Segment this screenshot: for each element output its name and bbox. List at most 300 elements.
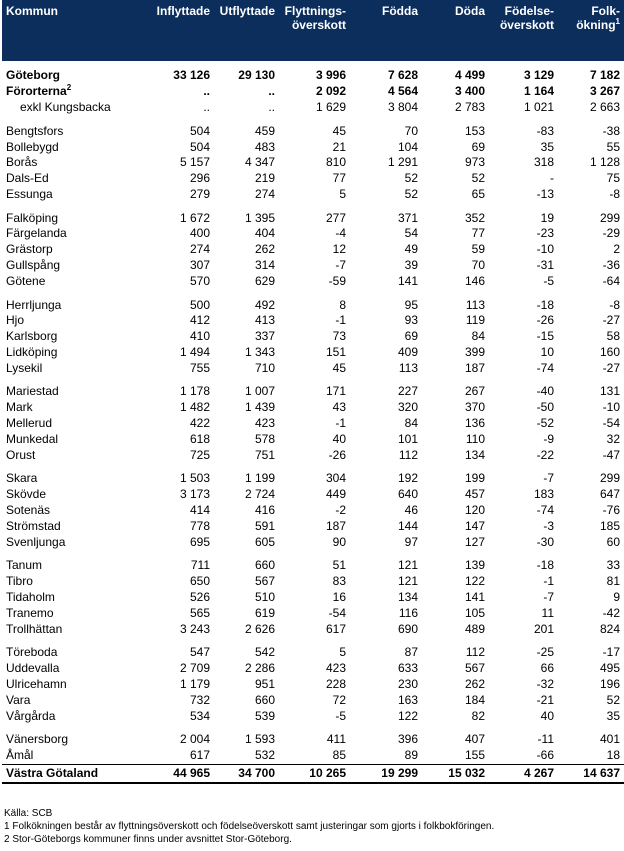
cell-folkokning: 2	[613, 242, 620, 257]
cell-folkokning: 81	[606, 574, 620, 589]
cell-utflyttade: 539	[254, 708, 275, 723]
kommun-name	[2, 68, 144, 84]
spacer-cell	[2, 203, 624, 211]
cell-flyttningsoverskott: -1	[335, 313, 346, 328]
table-row	[2, 503, 624, 519]
cell-inflyttade: 412	[189, 313, 210, 328]
cell-fodda: 19 299	[350, 764, 422, 783]
cell-folkokning: 196	[599, 677, 620, 692]
kommun-name-text: Skövde	[6, 487, 47, 502]
kommun-name-text: Mellerud	[6, 416, 53, 431]
cell-folkokning: -47	[602, 448, 620, 463]
cell-fodda: 84	[404, 416, 418, 431]
cell-flyttningsoverskott: 171	[325, 384, 346, 399]
cell-utflyttade: 262	[254, 242, 275, 257]
cell-fodda: 371	[397, 210, 418, 225]
cell-doda: 59	[471, 242, 485, 257]
cell-fodelseoverskott: -15	[536, 329, 554, 344]
cell-utflyttade: 34 700	[214, 764, 279, 783]
cell-doda: 2 783	[454, 100, 485, 115]
cell-utflyttade: 619	[254, 606, 275, 621]
table-row	[2, 622, 624, 638]
cell-doda: 70	[471, 258, 485, 273]
kommun-name-text: Färgelanda	[6, 226, 67, 241]
kommun-name-text: Essunga	[6, 187, 53, 202]
cell-utflyttade: ..	[268, 84, 275, 99]
table-row	[2, 748, 624, 764]
cell-flyttningsoverskott: 21	[332, 139, 346, 154]
cell-folkokning: -8	[609, 187, 620, 202]
kommun-name	[2, 519, 144, 535]
cell-inflyttade: 422	[189, 416, 210, 431]
cell-utflyttade: 459	[254, 123, 275, 138]
table-row	[2, 558, 624, 574]
cell-inflyttade: 526	[189, 590, 210, 605]
kommun-name	[2, 100, 144, 116]
cell-doda: 84	[471, 329, 485, 344]
table-row	[2, 448, 624, 464]
kommun-name	[2, 693, 144, 709]
cell-utflyttade: 4 347	[244, 155, 275, 170]
cell-doda: 136	[464, 416, 485, 431]
cell-flyttningsoverskott: 5	[339, 645, 346, 660]
spacer-row	[2, 290, 624, 298]
spacer-row	[2, 116, 624, 124]
kommun-name	[2, 416, 144, 432]
cell-doda: 120	[464, 503, 485, 518]
cell-fodda: 101	[397, 432, 418, 447]
header-inflyttade: Inflyttade	[156, 4, 210, 18]
table-row	[2, 313, 624, 329]
cell-flyttningsoverskott: -26	[328, 448, 346, 463]
table-row	[2, 210, 624, 226]
cell-folkokning: 3 267	[589, 84, 620, 99]
cell-folkokning: -27	[602, 313, 620, 328]
cell-doda: 110	[465, 432, 485, 447]
cell-fodelseoverskott: 4 267	[489, 764, 558, 783]
cell-fodda: 69	[404, 329, 418, 344]
kommun-name	[2, 242, 144, 258]
cell-doda: 69	[471, 139, 485, 154]
cell-flyttningsoverskott: 90	[332, 534, 346, 549]
cell-doda: 370	[464, 400, 485, 415]
table-row	[2, 677, 624, 693]
kommun-name	[2, 558, 144, 574]
cell-utflyttade: 219	[254, 171, 275, 186]
kommun-name	[2, 155, 144, 171]
cell-inflyttade: ..	[203, 100, 210, 115]
cell-doda: 4 499	[454, 68, 485, 83]
cell-utflyttade: 1 199	[244, 471, 275, 486]
kommun-name-text: Vara	[6, 693, 31, 707]
cell-fodelseoverskott: -31	[536, 258, 554, 273]
cell-fodda: 192	[397, 471, 418, 486]
kommun-name-text: Vårgårda	[6, 708, 56, 723]
cell-fodda: 54	[404, 226, 418, 241]
cell-doda: 134	[464, 448, 485, 463]
cell-folkokning: -36	[602, 258, 620, 273]
cell-inflyttade: 414	[189, 503, 210, 518]
cell-folkokning: -64	[602, 274, 620, 289]
cell-fodelseoverskott: -13	[536, 187, 554, 202]
cell-fodda: 633	[397, 661, 418, 676]
spacer-row	[2, 463, 624, 471]
cell-fodelseoverskott: 10	[540, 345, 554, 360]
cell-inflyttade: 1 178	[179, 384, 210, 399]
kommun-name-text: Lysekil	[6, 361, 43, 376]
cell-fodda: 121	[397, 574, 418, 589]
cell-utflyttade: 337	[254, 329, 275, 344]
cell-inflyttade: 44 965	[144, 764, 214, 783]
cell-folkokning: 299	[599, 471, 620, 486]
cell-fodda: 113	[398, 361, 418, 376]
cell-flyttningsoverskott: 51	[332, 558, 346, 573]
kommun-name	[2, 622, 144, 638]
cell-flyttningsoverskott: 3 996	[315, 68, 346, 83]
cell-folkokning: -76	[602, 503, 620, 518]
table-row	[2, 297, 624, 313]
kommun-name	[2, 535, 144, 551]
cell-flyttningsoverskott: 228	[325, 677, 346, 692]
kommun-name-text: Uddevalla	[6, 661, 60, 676]
cell-doda: 122	[464, 574, 485, 589]
kommun-name	[2, 487, 144, 503]
cell-utflyttade: 1 439	[244, 400, 275, 415]
spacer-row	[2, 203, 624, 211]
kommun-name-text: Falköping	[6, 210, 59, 225]
cell-inflyttade: 778	[189, 519, 210, 534]
cell-fodelseoverskott: -66	[536, 748, 554, 763]
cell-utflyttade: 605	[254, 534, 275, 549]
cell-folkokning: 75	[606, 171, 620, 186]
cell-utflyttade: 1 395	[244, 210, 275, 225]
total-row	[2, 764, 624, 783]
table-row	[2, 645, 624, 661]
table-row	[2, 139, 624, 155]
table-header-row	[2, 0, 624, 61]
cell-flyttningsoverskott: 10 265	[279, 764, 350, 783]
cell-fodelseoverskott: 318	[533, 155, 554, 170]
cell-flyttningsoverskott: 151	[325, 345, 346, 360]
cell-fodda: 7 628	[387, 68, 418, 83]
cell-flyttningsoverskott: 810	[325, 155, 346, 170]
kommun-name-text: exkl Kungsbacka	[20, 100, 111, 115]
cell-doda: 187	[464, 361, 485, 376]
cell-utflyttade: 416	[254, 503, 275, 518]
cell-flyttningsoverskott: -54	[328, 606, 346, 621]
cell-utflyttade: 951	[254, 677, 275, 692]
kommun-name	[2, 748, 144, 764]
table-row	[2, 732, 624, 748]
kommun-name-text: Mariestad	[6, 384, 59, 399]
cell-fodelseoverskott: 3 129	[523, 68, 554, 83]
cell-inflyttade: 33 126	[173, 68, 210, 83]
cell-inflyttade: 504	[189, 123, 210, 138]
spacer-row	[2, 377, 624, 385]
cell-doda: 407	[464, 732, 485, 747]
cell-folkokning: 33	[606, 558, 620, 573]
header-kommun: Kommun	[6, 4, 58, 18]
cell-fodelseoverskott: -26	[536, 313, 554, 328]
table-footer	[4, 807, 494, 846]
cell-doda: 457	[464, 487, 485, 502]
cell-fodelseoverskott: 40	[540, 708, 554, 723]
cell-folkokning: -38	[602, 123, 620, 138]
cell-folkokning: 2 663	[589, 100, 620, 115]
cell-fodelseoverskott: 183	[533, 487, 554, 502]
cell-fodelseoverskott: -30	[536, 534, 554, 549]
cell-fodelseoverskott: 35	[540, 139, 554, 154]
cell-doda: 146	[464, 274, 485, 289]
cell-folkokning: 131	[599, 384, 620, 399]
cell-doda: 139	[464, 558, 485, 573]
cell-fodelseoverskott: 1 021	[523, 100, 554, 115]
cell-doda: 567	[464, 661, 485, 676]
kommun-name	[2, 329, 144, 345]
cell-fodelseoverskott: -7	[543, 590, 554, 605]
kommun-name	[2, 764, 144, 783]
cell-fodelseoverskott: 201	[533, 621, 554, 636]
population-change-table	[2, 0, 624, 784]
cell-folkokning: -54	[602, 416, 620, 431]
cell-doda: 147	[464, 519, 485, 534]
cell-fodelseoverskott: -	[550, 171, 554, 186]
kommun-name	[2, 123, 144, 139]
cell-inflyttade: 650	[189, 574, 210, 589]
footnote-marker: 2	[66, 83, 72, 93]
kommun-name-text: Skara	[6, 471, 38, 486]
cell-inflyttade: 695	[189, 534, 210, 549]
cell-utflyttade: 660	[254, 693, 275, 707]
cell-doda: 82	[471, 708, 485, 723]
cell-folkokning: -27	[602, 361, 620, 376]
cell-flyttningsoverskott: 449	[325, 487, 346, 502]
kommun-name-text: Göteborg	[6, 68, 60, 83]
cell-doda: 113	[465, 297, 485, 312]
cell-utflyttade: 274	[254, 187, 275, 202]
cell-doda: 184	[464, 693, 485, 707]
cell-fodelseoverskott: -52	[536, 416, 554, 431]
cell-inflyttade: 5 157	[179, 155, 210, 170]
kommun-name	[2, 84, 144, 100]
cell-utflyttade: 2 626	[244, 621, 275, 636]
cell-flyttningsoverskott: 72	[332, 693, 346, 707]
header-folkokning: Folk- ökning$^1$	[576, 4, 620, 32]
cell-fodelseoverskott: -23	[536, 226, 554, 241]
cell-doda: 119	[465, 313, 485, 328]
cell-folkokning: 1 128	[589, 155, 620, 170]
spacer-cell	[2, 61, 624, 68]
cell-fodelseoverskott: -1	[543, 574, 554, 589]
cell-flyttningsoverskott: 43	[332, 400, 346, 415]
cell-doda: 15 032	[422, 764, 489, 783]
cell-folkokning: 60	[606, 534, 620, 549]
cell-fodda: 144	[397, 519, 418, 534]
cell-folkokning: 14 637	[558, 764, 624, 783]
spacer-cell	[2, 550, 624, 558]
kommun-name-text: Hjo	[6, 313, 25, 328]
cell-flyttningsoverskott: 83	[332, 574, 346, 589]
kommun-name	[2, 471, 144, 487]
cell-fodda: 39	[404, 258, 418, 273]
cell-utflyttade: ..	[268, 100, 275, 115]
cell-doda: 352	[464, 210, 485, 225]
cell-inflyttade: ..	[203, 84, 210, 99]
cell-utflyttade: 591	[254, 519, 275, 534]
cell-fodelseoverskott: -11	[537, 732, 554, 747]
cell-inflyttade: 711	[190, 558, 210, 573]
cell-flyttningsoverskott: 5	[339, 187, 346, 202]
cell-folkokning: 299	[599, 210, 620, 225]
cell-utflyttade: 542	[254, 645, 275, 660]
cell-inflyttade: 547	[189, 645, 210, 660]
cell-fodelseoverskott: -3	[543, 519, 554, 534]
cell-utflyttade: 660	[254, 558, 275, 573]
cell-folkokning: 58	[606, 329, 620, 344]
cell-fodelseoverskott: -32	[536, 677, 554, 692]
cell-inflyttade: 279	[189, 187, 210, 202]
cell-fodelseoverskott: -5	[543, 274, 554, 289]
cell-folkokning: -29	[602, 226, 620, 241]
cell-fodelseoverskott: -9	[543, 432, 554, 447]
cell-fodda: 46	[404, 503, 418, 518]
table-row	[2, 487, 624, 503]
table-row	[2, 361, 624, 377]
cell-fodda: 134	[397, 590, 418, 605]
cell-fodda: 3 804	[387, 100, 418, 115]
cell-doda: 399	[464, 345, 485, 360]
cell-fodda: 52	[404, 171, 418, 186]
kommun-name	[2, 171, 144, 187]
cell-fodda: 163	[397, 693, 418, 707]
spacer-row	[2, 550, 624, 558]
cell-flyttningsoverskott: 40	[332, 432, 346, 447]
cell-fodda: 52	[404, 187, 418, 202]
table-row	[2, 535, 624, 551]
cell-fodda: 396	[397, 732, 418, 747]
cell-flyttningsoverskott: 45	[332, 123, 346, 138]
cell-utflyttade: 2 724	[244, 487, 275, 502]
cell-folkokning: 52	[606, 693, 620, 707]
cell-fodelseoverskott: -74	[536, 503, 554, 518]
kommun-name-text: Grästorp	[6, 242, 53, 257]
cell-fodda: 141	[397, 274, 418, 289]
kommun-name	[2, 645, 144, 661]
cell-folkokning: -17	[602, 645, 620, 660]
kommun-name-text: Förorterna	[6, 84, 67, 99]
cell-doda: 127	[464, 534, 485, 549]
kommun-name-text: Bollebygd	[6, 139, 59, 154]
cell-flyttningsoverskott: 12	[332, 242, 346, 257]
kommun-name	[2, 503, 144, 519]
cell-fodda: 116	[398, 606, 418, 621]
cell-doda: 65	[471, 187, 485, 202]
kommun-name-text: Trollhättan	[6, 621, 63, 636]
cell-utflyttade: 578	[254, 432, 275, 447]
kommun-name	[2, 606, 144, 622]
cell-inflyttade: 1 494	[179, 345, 210, 360]
cell-fodda: 95	[404, 297, 418, 312]
kommun-name-text: Munkedal	[6, 432, 59, 447]
cell-fodelseoverskott: -21	[536, 693, 554, 707]
cell-folkokning: 7 182	[589, 68, 620, 83]
cell-inflyttade: 725	[189, 448, 210, 463]
cell-flyttningsoverskott: 423	[325, 661, 346, 676]
kommun-name-text: Strömstad	[6, 519, 61, 534]
spacer-row	[2, 61, 624, 68]
spacer-row	[2, 637, 624, 645]
cell-flyttningsoverskott: 45	[332, 361, 346, 376]
cell-doda: 267	[464, 384, 485, 399]
cell-utflyttade: 751	[254, 448, 275, 463]
kommun-name	[2, 574, 144, 590]
spacer-cell	[2, 116, 624, 124]
table-row	[2, 432, 624, 448]
cell-utflyttade: 423	[254, 416, 275, 431]
cell-fodelseoverskott: -83	[536, 123, 554, 138]
cell-fodda: 640	[397, 487, 418, 502]
cell-fodda: 112	[398, 448, 418, 463]
kommun-name-text: Töreboda	[6, 645, 58, 660]
cell-inflyttade: 307	[189, 258, 210, 273]
cell-fodda: 104	[397, 139, 418, 154]
kommun-name-text: Götene	[6, 274, 46, 289]
cell-inflyttade: 565	[189, 606, 210, 621]
header-doda: Döda	[455, 4, 485, 18]
table-row	[2, 345, 624, 361]
kommun-name-text: Tanum	[6, 558, 43, 573]
cell-doda: 262	[464, 677, 485, 692]
cell-utflyttade: 404	[254, 226, 275, 241]
cell-utflyttade: 1 007	[244, 384, 275, 399]
cell-inflyttade: 732	[189, 693, 210, 707]
spacer-cell	[2, 463, 624, 471]
table-row	[2, 606, 624, 622]
kommun-name	[2, 708, 144, 724]
cell-folkokning: -42	[602, 606, 620, 621]
table-row	[2, 100, 624, 116]
cell-flyttningsoverskott: -5	[335, 708, 346, 723]
kommun-name-text: Ulricehamn	[6, 677, 67, 692]
cell-doda: 3 400	[454, 84, 485, 99]
kommun-name-text: Tidaholm	[6, 590, 55, 605]
cell-flyttningsoverskott: -1	[335, 416, 346, 431]
cell-doda: 155	[464, 748, 485, 763]
cell-flyttningsoverskott: 1 629	[315, 100, 346, 115]
cell-folkokning: 495	[599, 661, 620, 676]
kommun-name-text: Gullspång	[6, 258, 61, 273]
header-utflyttade: Utflyttade	[219, 4, 275, 18]
cell-inflyttade: 500	[189, 297, 210, 312]
cell-flyttningsoverskott: 304	[325, 471, 346, 486]
table-row	[2, 708, 624, 724]
cell-utflyttade: 567	[254, 574, 275, 589]
cell-flyttningsoverskott: 411	[326, 732, 346, 747]
cell-inflyttade: 617	[189, 748, 210, 763]
kommun-name	[2, 361, 144, 377]
kommun-name	[2, 448, 144, 464]
cell-flyttningsoverskott: 85	[332, 748, 346, 763]
cell-inflyttade: 1 503	[179, 471, 210, 486]
cell-folkokning: 647	[599, 487, 620, 502]
spacer-row	[2, 724, 624, 732]
cell-utflyttade: 483	[254, 139, 275, 154]
kommun-name-text: Åmål	[6, 748, 34, 763]
kommun-name	[2, 297, 144, 313]
cell-folkokning: 160	[599, 345, 620, 360]
cell-flyttningsoverskott: -4	[335, 226, 346, 241]
footnote-1: 1 Folkökningen består av flyttningsöverskott och födelseöverskott samt justeringar som gjorts i folkbokföringen.	[4, 821, 495, 832]
